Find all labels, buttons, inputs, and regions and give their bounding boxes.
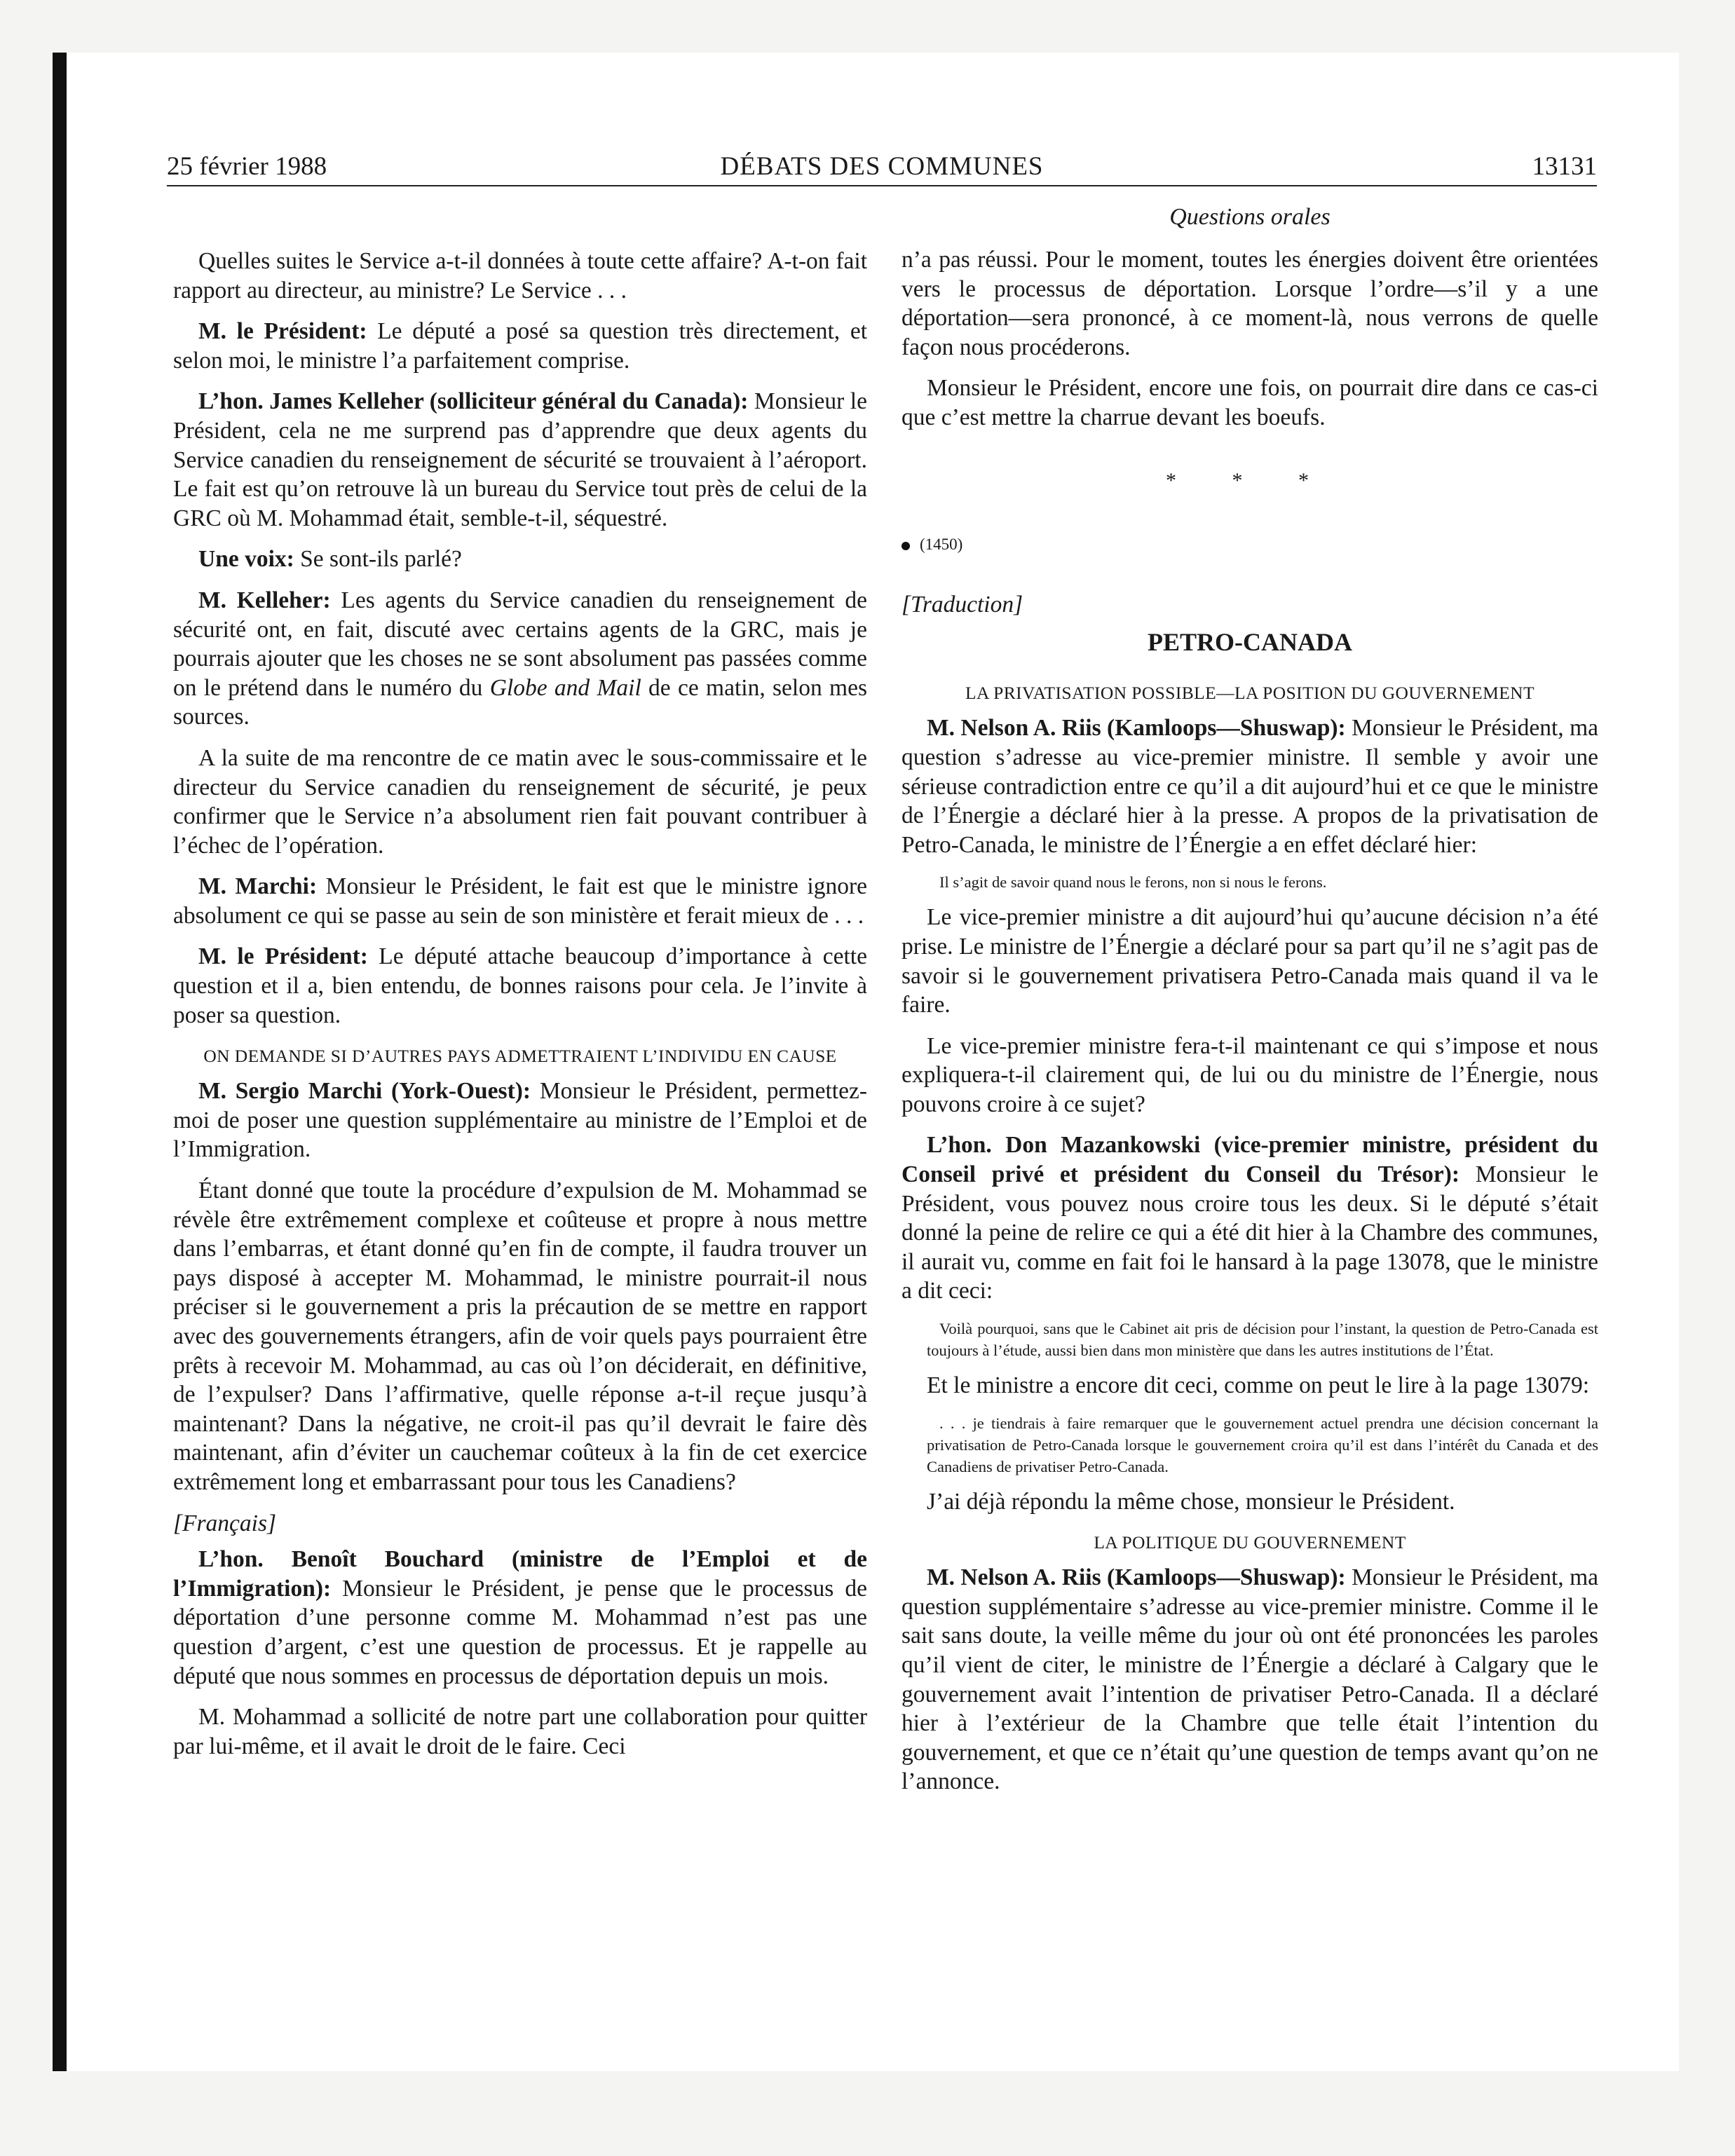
header-page-number: 13131	[1532, 152, 1597, 181]
subject-rubric: LA POLITIQUE DU GOUVERNEMENT	[1094, 1532, 1406, 1553]
speaker: M. Sergio Marchi (York-Ouest):	[198, 1078, 531, 1105]
block-quote: Il s’agit de savoir quand nous le ferons, non si nous le ferons.	[939, 873, 1327, 892]
paragraph	[173, 387, 867, 533]
paragraph	[173, 1545, 867, 1691]
paragraph	[173, 942, 867, 1030]
speech: Monsieur le Président, cela ne me surprend pas d’apprendre que deux agents du Service canadien du renseignement de sécurité se trouvaient à l’aéroport. Le fait est qu’on retrouve là un bureau du Service tout près de celui de la GRC où M. Mohammad était, semble-t-il, séquestré.	[173, 388, 867, 531]
speaker: M. le Président:	[198, 943, 368, 970]
subject-rubric: ON DEMANDE SI D’AUTRES PAYS ADMETTRAIENT L’INDIVIDU EN CAUSE	[203, 1046, 837, 1067]
block-quote: . . . je tiendrais à faire remarquer que le gouvernement actuel prendra une décision concernant la privatisation de Petro-Canada lorsque le gouvernement croira qu’il est dans l’intérêt du Canada et des Canadiens de privatiser Petro-Canada.	[927, 1414, 1598, 1475]
bullet-icon	[901, 542, 910, 550]
header-date: 25 février 1988	[167, 152, 327, 181]
speaker: L’hon. Don Mazankowski (vice-premier ministre, président du Conseil privé et président du Conseil du Trésor):	[901, 1132, 1598, 1188]
header-rule	[167, 185, 1597, 186]
paragraph	[173, 1077, 867, 1164]
speech: Monsieur le Président, ma question supplémentaire s’adresse au vice-premier ministre. Comme il le sait sans doute, la veille même du jour où ont été prononcées les paroles qu’il vient de citer, le ministre de l’Énergie a déclaré à Calgary que le gouvernement avait l’intention de privatiser Petro-Canada. Il a déclaré hier à l’extérieur de la Chambre que telle était l’intention du gouvernement, et que ce n’était qu’une question de temps avant qu’on ne l’annonce.	[901, 1564, 1598, 1795]
paragraph: Quelles suites le Service a-t-il données à toute cette affaire? A-t-on fait rapport au directeur, au ministre? Le Service . . .	[173, 248, 867, 303]
paragraph: n’a pas réussi. Pour le moment, toutes les énergies doivent être orientées vers le processus de déportation. Lorsque l’ordre—s’il y a une déportation—sera prononcé, à ce moment-là, nous verrons de quelle façon nous procéderons.	[901, 247, 1598, 360]
speech: Monsieur le Président, permettez-moi de poser une question supplémentaire au ministre de l’Emploi et de l’Immigration.	[173, 1078, 867, 1163]
speaker: Une voix:	[198, 546, 294, 573]
paragraph	[173, 586, 867, 732]
speaker: M. Nelson A. Riis (Kamloops—Shuswap):	[927, 1564, 1346, 1591]
language-tag: [Traduction]	[901, 591, 1023, 618]
paragraph: Monsieur le Président, encore une fois, on pourrait dire dans ce cas-ci que c’est mettre la charrue devant les boeufs.	[901, 375, 1598, 430]
block-quote: Voilà pourquoi, sans que le Cabinet ait pris de décision pour l’instant, la question de Petro-Canada est toujours à l’étude, aussi bien dans mon ministère que dans les autres institutions de l’État.	[927, 1320, 1598, 1360]
paragraph: Étant donné que toute la procédure d’expulsion de M. Mohammad se révèle être extrêmement complexe et coûteuse et propre à nous mettre dans l’embarras, et étant donné qu’en fin de compte, il faudra trouver un pays disposé à accepter M. Mohammad, le ministre pourrait-il nous préciser si le gouvernement a pris la précaution de se mettre en rapport avec des gouvernements étrangers, afin de voir quels pays pourraient être prêts à recevoir M. Mohammad, au cas où l’on déciderait, en définitive, de l’expulser? Dans l’affirmative, quelle réponse a-t-il reçue jusqu’à maintenant? Dans la négative, ne croit-il pas qu’il devrait le faire dès maintenant, afin d’éviter un cauchemar coûteux à la fin de cet exercice extrêmement long et embarrassant pour tous les Canadiens?	[173, 1178, 867, 1495]
left-column	[173, 247, 867, 1773]
topic-heading: PETRO-CANADA	[1148, 628, 1352, 657]
speech: Le député a posé sa question très directement, et selon moi, le ministre l’a parfaitement comprise.	[173, 318, 868, 374]
speaker: L’hon. Benoît Bouchard (ministre de l’Emploi et de l’Immigration):	[173, 1546, 867, 1602]
paragraph	[173, 545, 867, 574]
time-marker	[901, 530, 1598, 559]
binding-edge	[53, 53, 67, 2071]
speech: Se sont-ils parlé?	[294, 546, 462, 573]
speaker: M. Kelleher:	[198, 587, 331, 613]
speaker: L’hon. James Kelleher (solliciteur général du Canada):	[198, 388, 749, 415]
subject-rubric: LA PRIVATISATION POSSIBLE—LA POSITION DU GOUVERNEMENT	[965, 683, 1535, 704]
speech: Monsieur le Président, ma question s’adresse au vice-premier ministre. Il semble y avoir une sérieuse contradiction entre ce qu’il a dit aujourd’hui et ce que le ministre de l’Énergie a déclaré hier à la presse. A propos de la privatisation de Petro-Canada, le ministre de l’Énergie a en effet déclaré hier:	[901, 715, 1598, 858]
section-separator: * * *	[1166, 468, 1334, 492]
speech: Les agents du Service canadien du renseignement de sécurité ont, en fait, discuté avec certains agents de la GRC, mais je pourrais ajouter que les choses ne se sont absolument pas passées comme on le prétend dans le numéro du	[173, 587, 867, 701]
paragraph: J’ai déjà répondu la même chose, monsieur le Président.	[927, 1488, 1455, 1515]
section-title: Questions orales	[1169, 204, 1331, 230]
time-stamp: (1450)	[920, 535, 963, 554]
paragraph	[901, 1131, 1598, 1306]
header-publication: DÉBATS DES COMMUNES	[720, 152, 1044, 181]
speech: Monsieur le Président, vous pouvez nous croire tous les deux. Si le député s’était donné la peine de relire ce qui a été dit hier à la Chambre des communes, il aurait vu, comme en fait foi le hansard à la page 13078, que le ministre a dit ceci:	[901, 1161, 1598, 1304]
paragraph: Le vice-premier ministre fera-t-il maintenant ce qui s’impose et nous expliquera-t-il clairement qui, de lui ou du ministre de l’Énergie, nous pouvons croire à ce sujet?	[901, 1032, 1598, 1117]
speaker: M. le Président:	[198, 318, 367, 345]
speaker: M. Nelson A. Riis (Kamloops—Shuswap):	[927, 715, 1346, 742]
paragraph	[173, 317, 867, 375]
speech: Monsieur le Président, je pense que le processus de déportation d’une personne comme M. Mohammad n’est pas une question d’argent, c’est une question de processus. Et je rappelle au député que nous sommes en processus de déportation depuis un mois.	[173, 1575, 867, 1689]
paragraph: M. Mohammad a sollicité de notre part une collaboration pour quitter par lui-même, et il avait le droit de le faire. Ceci	[173, 1704, 867, 1759]
language-tag: [Français]	[173, 1510, 277, 1536]
paragraph	[901, 714, 1598, 859]
paragraph	[901, 1563, 1598, 1796]
paragraph: Et le ministre a encore dit ceci, comme on peut le lire à la page 13079:	[927, 1372, 1590, 1399]
speech: Monsieur le Président, le fait est que le ministre ignore absolument ce qui se passe au sein de son ministère et ferait mieux de . . .	[173, 873, 867, 929]
paragraph: Le vice-premier ministre a dit aujourd’hui qu’aucune décision n’a été prise. Le ministre de l’Énergie a déclaré pour sa part qu’il ne s’agit pas de savoir si le gouvernement privatisera Petro-Canada mais quand il va le faire.	[901, 904, 1598, 1018]
paragraph	[173, 872, 867, 930]
paragraph: A la suite de ma rencontre de ce matin avec le sous-commissaire et le directeur du Service canadien du renseignement de sécurité, je peux confirmer que le Service n’a absolument rien fait pouvant contribuer à l’échec de l’opération.	[173, 744, 867, 859]
right-column	[901, 245, 1598, 1808]
speech: Le député attache beaucoup d’importance à cette question et il a, bien entendu, de bonnes raisons pour cela. Je l’invite à poser sa question.	[173, 943, 867, 1028]
speaker: M. Marchi:	[198, 873, 318, 900]
newspaper-title: Globe and Mail	[489, 674, 641, 701]
running-header	[167, 149, 1597, 185]
speech: de ce matin, selon mes sources.	[173, 674, 868, 730]
